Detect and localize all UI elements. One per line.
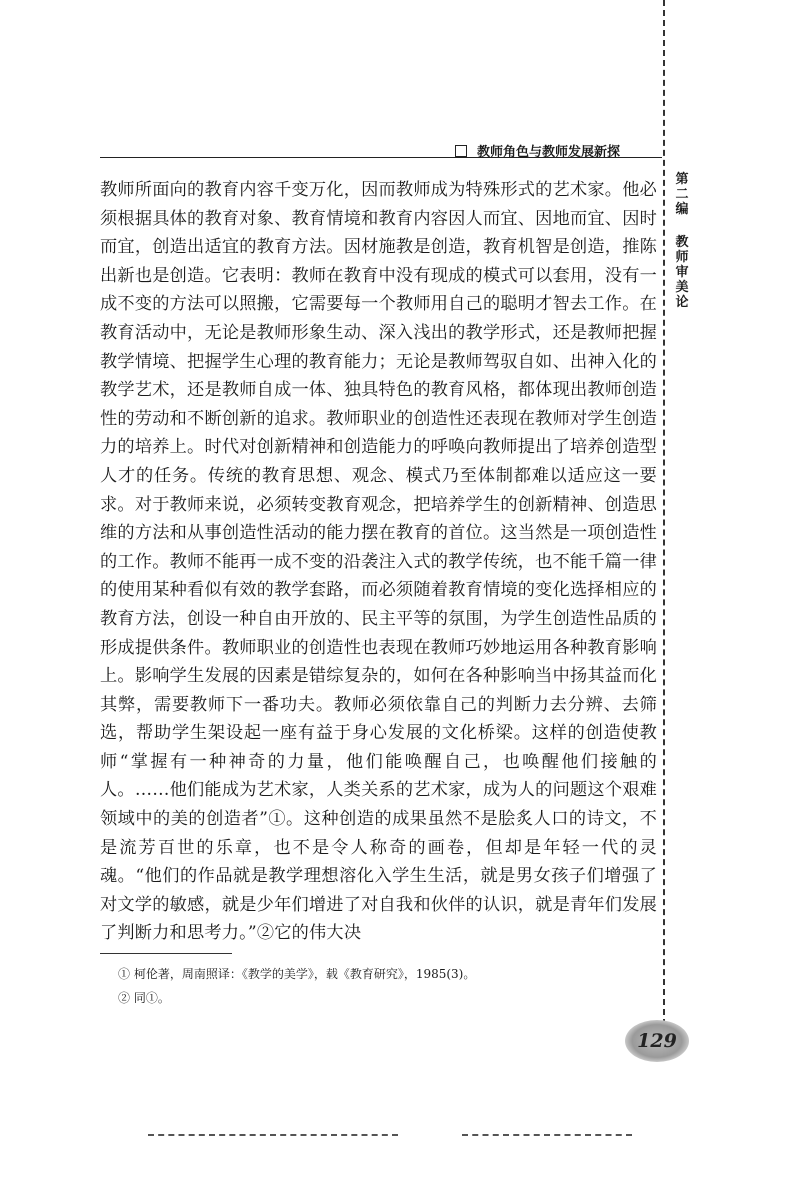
side-part-label: 第二编: [675, 172, 689, 217]
footnote-1: ① 柯伦著，周南照译：《教学的美学》，载《教育研究》，1985(3)。: [118, 967, 476, 981]
page-number: 129: [637, 1030, 677, 1052]
bottom-dashed-line-right: [462, 1134, 632, 1136]
header-title: 教师角色与教师发展新探: [477, 145, 621, 160]
body-paragraph: 教师所面向的教育内容千变万化，因而教师成为特殊形式的艺术家。他必须根据具体的教育对象、教育情境和教育内容因人而宜、因地而宜、因时而宜，创造出适宜的教育方法。因材施教是创造，教育机智是创造，推陈出新也是创造。它表明：教师在教育中没有现成的模式可以套用，没有一成不变的方法可以照搬，它需要每一个教师用自己的聪明才智去工作。在教育活动中，无论是教师形象生动、深入浅出的教学形式，还是教师把握教学情境、把握学生心理的教育能力；无论是教师驾驭自如、出神入化的教学艺术，还是教师自成一体、独具特色的教育风格，都体现出教师创造性的劳动和不断创新的追求。教师职业的创造性还表现在教师对学生创造力的培养上。时代对创新精神和创造能力的呼唤向教师提出了培养创造型人才的任务。传统的教育思想、观念、模式乃至体制都难以适应这一要求。对于教师来说，必须转变教育观念，把培养学生的创新精神、创造思维的方法和从事创造性活动的能力摆在教育的首位。这当然是一项创造性的工作。教师不能再一成不变的沿袭注入式的教学传统，也不能千篇一律的使用某种看似有效的教学套路，而必须随着教育情境的变化选择相应的教育方法，创设一种自由开放的、民主平等的氛围，为学生创造性品质的形成提供条件。教师职业的创造性也表现在教师巧妙地运用各种教育影响上。影响学生发展的因素是错综复杂的，如何在各种影响当中扬其益而化其弊，需要教师下一番功夫。教师必须依靠自己的判断力去分辨、去筛选，帮助学生架设起一座有益于身心发展的文化桥梁。这样的创造使教师“掌握有一种神奇的力量，他们能唤醒自己，也唤醒他们接触的人。……他们能成为艺术家，人类关系的艺术家，成为人的问题这个艰难领域中的美的创造者”①。这种创造的成果虽然不是脍炙人口的诗文，不是流芳百世的乐章，也不是令人称奇的画卷，但却是年轻一代的灵魂。“他们的作品就是教学理想溶化入学生生活，就是男女孩子们增强了对文学的敏感，就是少年们增进了对自我和伙伴的认识，就是青年们发展了判断力和思考力。”②它的伟大决: [100, 180, 657, 944]
footnote-rule: [100, 953, 232, 954]
side-tab-label: [671, 172, 693, 310]
bottom-dashed-line-left: [148, 1134, 398, 1136]
square-icon: [455, 145, 467, 157]
running-header: [455, 141, 670, 163]
header-rule: [100, 157, 662, 158]
page-number-badge: [625, 1020, 689, 1062]
footnote-2: ② 同①。: [118, 991, 170, 1005]
body-text: [100, 176, 657, 948]
side-section-label: 教师审美论: [675, 235, 689, 310]
footnotes: [118, 962, 638, 1010]
